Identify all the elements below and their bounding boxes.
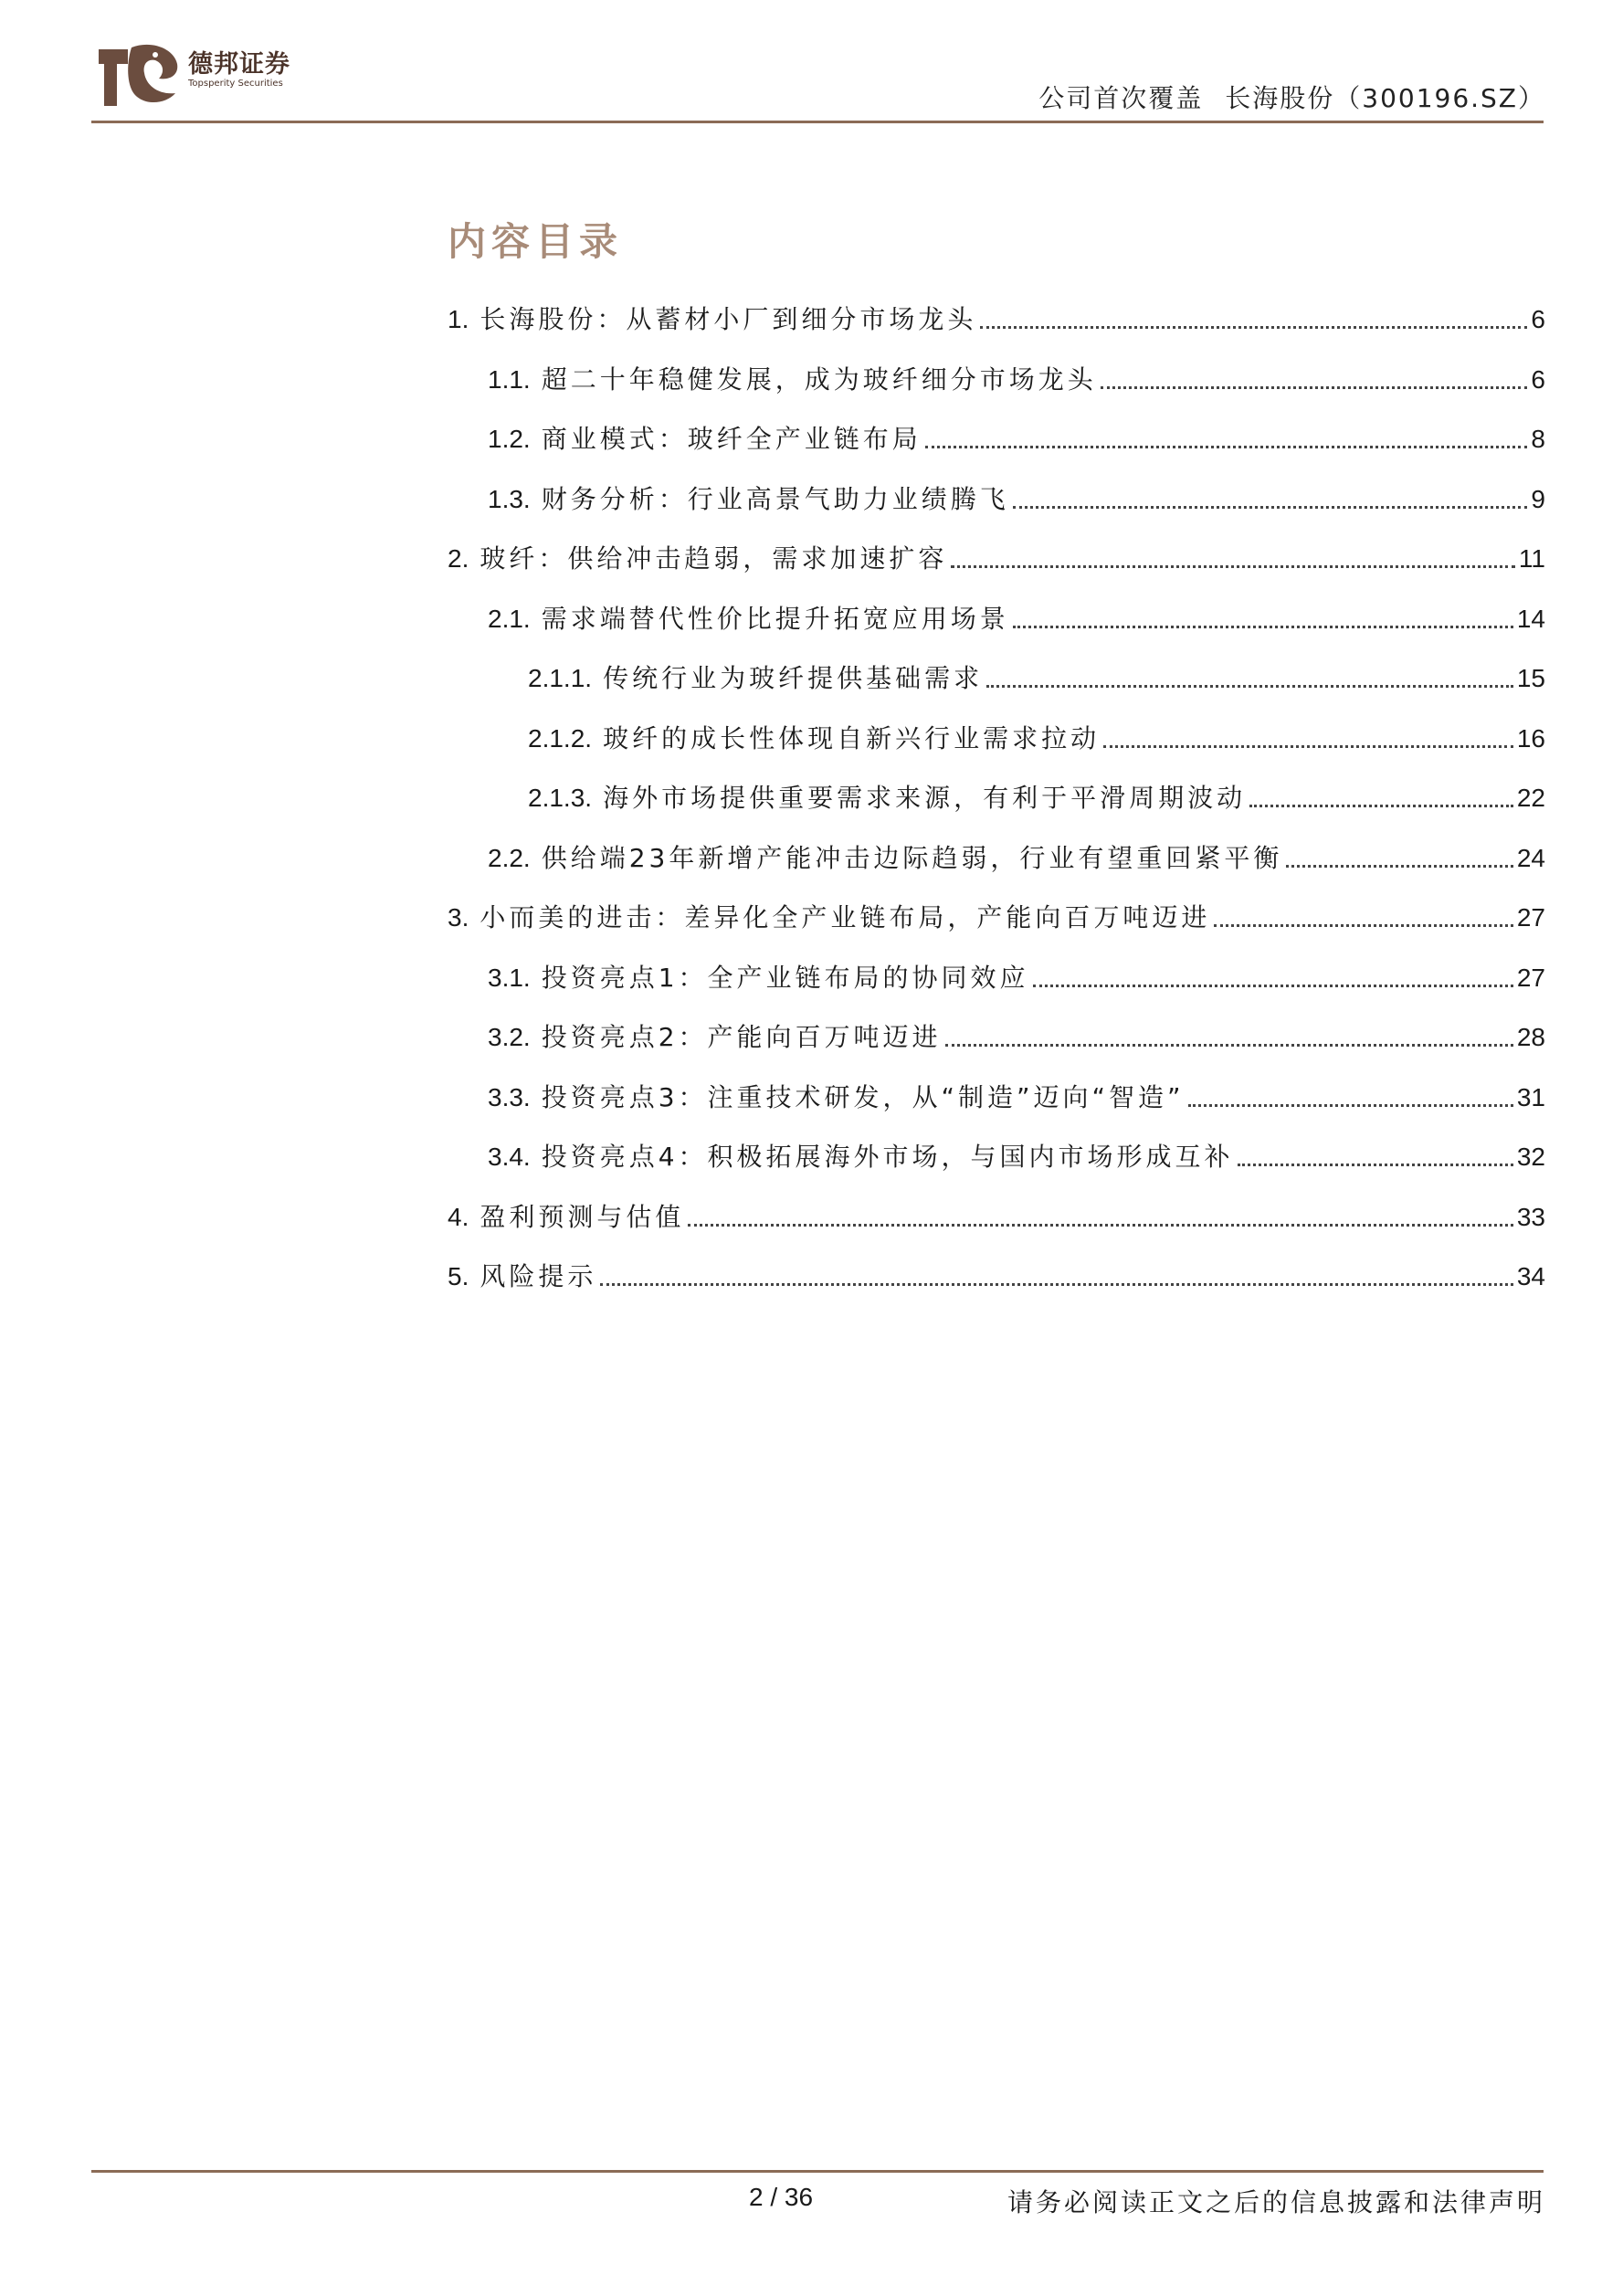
toc-entry-number: 3.4.: [488, 1143, 531, 1171]
toc-entry[interactable]: [488, 421, 1545, 458]
toc-entry[interactable]: [488, 481, 1545, 518]
toc-entry-number: 2.1.1.: [528, 664, 593, 692]
toc-entry-title: 盈利预测与估值: [480, 1201, 685, 1232]
toc-entry-title: 玻纤的成长性体现自新兴行业需求拉动: [603, 722, 1101, 753]
toc-entry[interactable]: [528, 780, 1545, 816]
toc-entry-number: 1.: [448, 305, 469, 333]
toc-entry-title: 风险提示: [480, 1261, 597, 1291]
toc-entry-title: 超二十年稳健发展，成为玻纤细分市场龙头: [541, 363, 1097, 395]
toc-entry[interactable]: [488, 840, 1545, 877]
toc-entry-page: 15: [1516, 664, 1545, 692]
footer-divider: [91, 2170, 1544, 2173]
toc-entry-number: 3.1.: [488, 963, 531, 992]
toc-entry-title: 商业模式：玻纤全产业链布局: [541, 424, 922, 454]
toc-dot-leader: [945, 1044, 1513, 1047]
toc-entry-page: 24: [1516, 843, 1545, 872]
toc-entry[interactable]: [448, 1259, 1545, 1295]
toc-entry-page: 27: [1516, 903, 1545, 932]
toc-entry-number: 3.3.: [488, 1082, 531, 1111]
toc-entry[interactable]: [448, 900, 1545, 936]
toc-dot-leader: [925, 446, 1528, 448]
toc-dot-leader: [986, 685, 1513, 688]
toc-entry-page: 9: [1531, 484, 1545, 513]
toc-entry-title: 小而美的进击：差异化全产业链布局，产能向百万吨迈进: [480, 902, 1211, 932]
toc-entry[interactable]: [488, 601, 1545, 637]
toc-entry-page: 27: [1516, 963, 1545, 992]
toc-entry-number: 3.2.: [488, 1023, 531, 1051]
toc-entry[interactable]: [528, 721, 1545, 757]
toc-dot-leader: [1033, 985, 1513, 987]
toc-entry-number: 2.: [448, 544, 469, 573]
toc-entry-page: 6: [1531, 364, 1545, 394]
toc-dot-leader: [1013, 626, 1513, 628]
toc-dot-leader: [1103, 745, 1513, 748]
toc-entry-title: 投资亮点2：产能向百万吨迈进: [541, 1022, 942, 1052]
toc-entry-number: 1.2.: [488, 425, 531, 453]
toc-entry-page: 22: [1516, 784, 1545, 812]
report-header: [1038, 79, 1545, 115]
toc-title: 内容目录: [448, 219, 624, 264]
toc-entry-number: 1.3.: [488, 484, 531, 513]
toc-entry[interactable]: [488, 1080, 1545, 1116]
toc-entry-page: 16: [1516, 723, 1545, 753]
toc-entry[interactable]: [528, 660, 1545, 697]
toc-entry-page: 31: [1516, 1082, 1545, 1111]
toc-entry-title: 需求端替代性价比提升拓宽应用场景: [541, 603, 1009, 634]
toc-entry-page: 8: [1531, 425, 1545, 453]
toc-dot-leader: [688, 1224, 1512, 1227]
toc-entry-number: 3.: [448, 903, 469, 932]
toc-entry-title: 供给端23年新增产能冲击边际趋弱，行业有望重回紧平衡: [541, 842, 1283, 873]
toc-entry-page: 14: [1516, 604, 1545, 633]
report-type: 公司首次覆盖: [1038, 83, 1204, 113]
logo-company-name-en: Topsperity Securities: [188, 79, 283, 89]
toc-entry[interactable]: [448, 541, 1545, 577]
toc-entry-title: 投资亮点3：注重技术研发，从“制造”迈向“智造”: [541, 1081, 1185, 1112]
toc-entry-title: 投资亮点1：全产业链布局的协同效应: [541, 962, 1029, 993]
toc-entry[interactable]: [488, 1019, 1545, 1056]
toc-entry[interactable]: [448, 1199, 1545, 1236]
toc-dot-leader: [1249, 805, 1513, 807]
toc-entry-page: 33: [1516, 1202, 1545, 1231]
toc-entry-number: 2.1.3.: [528, 784, 593, 812]
toc-entry-title: 财务分析：行业高景气助力业绩腾飞: [541, 483, 1009, 514]
toc-entry-number: 4.: [448, 1202, 469, 1231]
toc-entry-number: 2.1.2.: [528, 723, 593, 753]
toc-dot-leader: [1214, 924, 1512, 927]
toc-entry-title: 传统行业为玻纤提供基础需求: [603, 663, 984, 693]
toc-entry-number: 2.1.: [488, 604, 531, 633]
toc-entry-title: 玻纤：供给冲击趋弱，需求加速扩容: [480, 543, 948, 574]
toc-dot-leader: [1238, 1164, 1513, 1166]
toc-entry[interactable]: [448, 301, 1545, 338]
toc-entry-number: 1.1.: [488, 364, 531, 394]
page-indicator: 2 / 36: [749, 2183, 814, 2211]
toc-entry-title: 投资亮点4：积极拓展海外市场，与国内市场形成互补: [541, 1142, 1234, 1172]
toc-dot-leader: [1286, 865, 1513, 868]
toc-dot-leader: [951, 565, 1515, 568]
company-logo: [91, 37, 329, 110]
logo-company-name: 德邦证券: [188, 50, 290, 79]
logo-mark-icon: [91, 37, 183, 110]
toc-entry-page: 28: [1516, 1023, 1545, 1051]
toc-dot-leader: [600, 1283, 1512, 1286]
toc-entry-page: 6: [1531, 305, 1545, 333]
toc-dot-leader: [1013, 506, 1528, 509]
toc-dot-leader: [980, 326, 1527, 329]
company-ticker: 长海股份（300196.SZ）: [1225, 83, 1545, 113]
toc-entry-number: 5.: [448, 1262, 469, 1290]
toc-entry-title: 海外市场提供重要需求来源，有利于平滑周期波动: [603, 783, 1247, 813]
toc-entry-title: 长海股份：从蓄材小厂到细分市场龙头: [480, 304, 977, 334]
legal-disclaimer: 请务必阅读正文之后的信息披露和法律声明: [1006, 2187, 1545, 2217]
toc-entry[interactable]: [488, 1139, 1545, 1175]
toc-entry[interactable]: [488, 960, 1545, 996]
toc-dot-leader: [1188, 1104, 1513, 1107]
toc-entry-page: 11: [1518, 544, 1545, 573]
toc-dot-leader: [1101, 386, 1528, 389]
toc-entry-page: 34: [1516, 1262, 1545, 1290]
toc-entry[interactable]: [488, 362, 1545, 398]
toc-entry-number: 2.2.: [488, 843, 531, 872]
header-divider: [91, 121, 1544, 123]
toc-entry-page: 32: [1516, 1143, 1545, 1171]
